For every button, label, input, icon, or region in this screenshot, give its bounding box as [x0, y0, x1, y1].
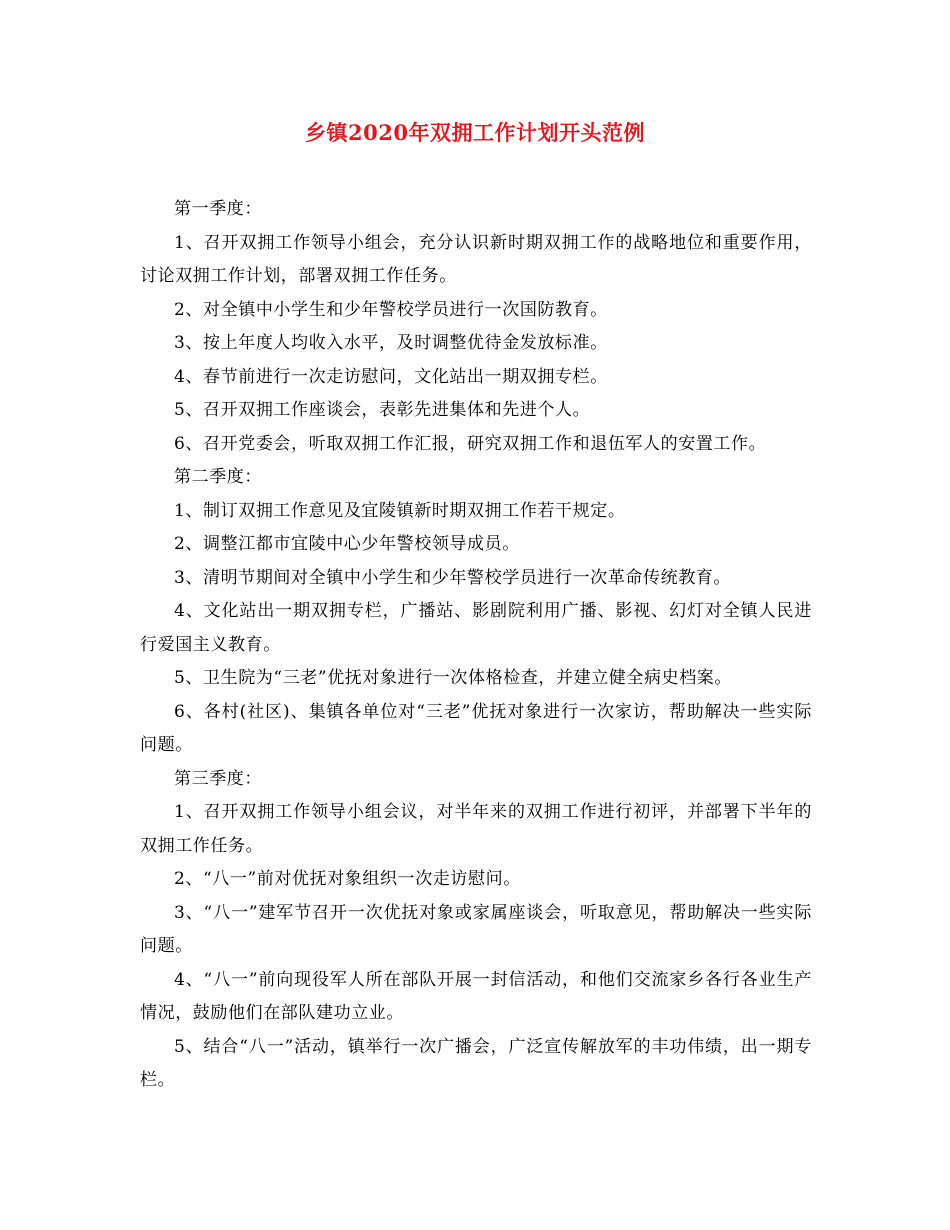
paragraph-season-1-heading: 第一季度：: [174, 199, 262, 219]
paragraph-season-3-heading: 第三季度：: [174, 768, 262, 789]
paragraph: 3、清明节期间对全镇中小学生和少年警校学员进行一次革命传统教育。: [174, 567, 732, 588]
document-body: [140, 193, 812, 1098]
paragraph: 1、召开双拥工作领导小组会议，对半年来的双拥工作进行初评，并部署下半年的双拥工作任务。: [140, 802, 812, 856]
paragraph: 5、结合“八一”活动，镇举行一次广播会，广泛宣传解放军的丰功伟绩，出一期专栏。: [140, 1036, 812, 1090]
paragraph: 5、召开双拥工作座谈会，表彰先进集体和先进个人。: [174, 400, 591, 420]
paragraph-season-2-heading: 第二季度：: [174, 467, 262, 487]
paragraph: 2、调整江都市宜陵中心少年警校领导成员。: [174, 534, 520, 554]
paragraph: 2、对全镇中小学生和少年警校学员进行一次国防教育。: [174, 299, 608, 320]
paragraph: 5、卫生院为“三老”优抚对象进行一次体格检查，并建立健全病史档案。: [174, 668, 732, 688]
paragraph: 6、各村(社区)、集镇各单位对“三老”优抚对象进行一次家访，帮助解决一些实际问题。: [140, 701, 812, 755]
paragraph: 4、文化站出一期双拥专栏，广播站、影剧院利用广播、影视、幻灯对全镇人民进行爱国主义教育。: [140, 601, 812, 655]
paragraph: 4、“八一”前向现役军人所在部队开展一封信活动，和他们交流家乡各行各业生产情况，鼓励他们在部队建功立业。: [140, 969, 812, 1023]
paragraph: 4、春节前进行一次走访慰问，文化站出一期双拥专栏。: [174, 366, 608, 387]
paragraph: 3、“八一”建军节召开一次优抚对象或家属座谈会，听取意见，帮助解决一些实际问题。: [140, 902, 812, 956]
paragraph: 6、召开党委会，听取双拥工作汇报，研究双拥工作和退伍军人的安置工作。: [174, 433, 767, 454]
paragraph: 2、“八一”前对优抚对象组织一次走访慰问。: [174, 869, 521, 889]
paragraph: 1、制订双拥工作意见及宜陵镇新时期双拥工作若干规定。: [174, 500, 626, 521]
paragraph: 3、按上年度人均收入水平，及时调整优待金发放标准。: [174, 333, 608, 353]
paragraph: 1、召开双拥工作领导小组会，充分认识新时期双拥工作的战略地位和重要作用，讨论双拥工作计划，部署双拥工作任务。: [140, 232, 812, 286]
document-title: 乡镇2020年双拥工作计划开头范例: [305, 120, 645, 145]
